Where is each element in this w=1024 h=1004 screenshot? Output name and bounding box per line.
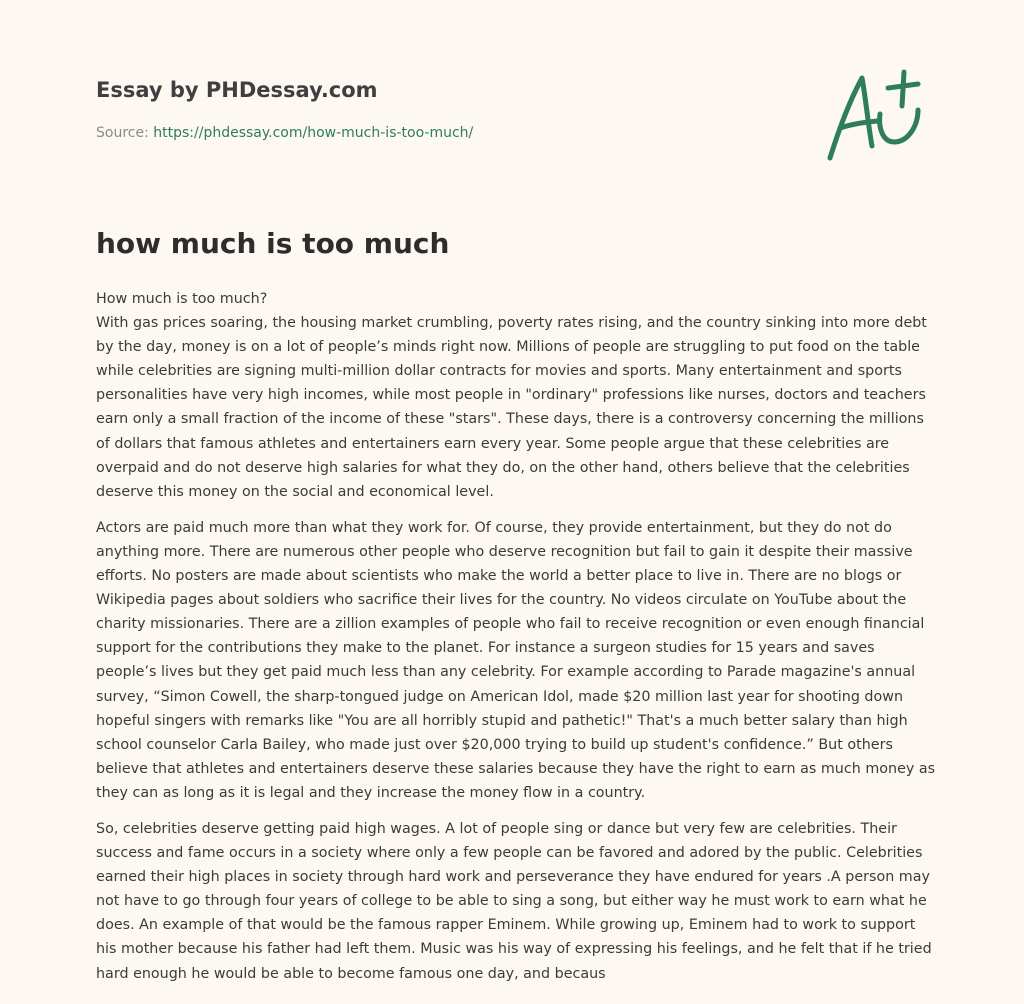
essay-title: how much is too much xyxy=(96,227,450,260)
source-label: Source: xyxy=(96,125,149,141)
essay-body xyxy=(96,287,936,998)
essay-question-line: How much is too much? xyxy=(96,291,268,307)
a-plus-grade-icon xyxy=(822,66,932,166)
site-title: Essay by PHDessay.com xyxy=(96,78,378,102)
essay-intro-text: With gas prices soaring, the housing market crumbling, poverty rates rising, and the country sinking into more debt by the day, money is on a lot of people’s minds right now. Millions of people are struggling to put food on the table while celebrities are signing multi-million dollar contracts for movies and sports. Many entertainment and sports personalities have very high incomes, while most people in "ordinary" professions like nurses, doctors and teachers earn only a small fraction of the income of these "stars". These days, there is a controversy concerning the millions of dollars that famous athletes and entertainers earn every year. Some people argue that these celebrities are overpaid and do not deserve high salaries for what they do, on the other hand, others believe that the celebrities deserve this money on the social and economical level. xyxy=(96,315,927,500)
source-link[interactable]: https://phdessay.com/how-much-is-too-much/ xyxy=(153,125,474,141)
a-plus-logo-graphic xyxy=(822,66,932,166)
essay-paragraph-3: So, celebrities deserve getting paid high wages. A lot of people sing or dance but very few are celebrities. Their success and fame occurs in a society where only a few people can be favored and adored by the public. Celebrities earned their high places in society through hard work and perseverance they have endured for years .A person may not have to go through four years of college to be able to sing a song, but either way he must work to earn what he does. An example of that would be the famous rapper Eminem. While growing up, Eminem had to work to support his mother because his father had left them. Music was his way of expressing his feelings, and he felt that if he tried hard enough he would be able to become famous one day, and becaus xyxy=(96,820,932,982)
essay-paragraph-2: Actors are paid much more than what they work for. Of course, they provide entertainment, but they do not do anything more. There are numerous other people who deserve recognition but fail to gain it despite their massive efforts. No posters are made about scientists who make the world a better place to live in. There are no blogs or Wikipedia pages about soldiers who sacrifice their lives for the country. No videos circulate on YouTube about the charity missionaries. There are a zillion examples of people who fail to receive recognition or even enough financial support for the contributions they make to the planet. For instance a surgeon studies for 15 years and saves people’s lives but they get paid much less than any celebrity. For example according to Parade magazine's annual survey, “Simon Cowell, the sharp-tongued judge on American Idol, made $20 million last year for shooting down hopeful singers with remarks like "You are all horribly stupid and pathetic!" That's a much better salary than high school counselor Carla Bailey, who made just over $20,000 trying to build up student's confidence.” But others believe that athletes and entertainers deserve these salaries because they have the right to earn as much money as they can as long as it is legal and they increase the money flow in a country. xyxy=(96,519,936,801)
source-line xyxy=(96,123,736,143)
page-header xyxy=(96,74,736,143)
essay-paragraph-question-and-intro xyxy=(96,287,936,504)
